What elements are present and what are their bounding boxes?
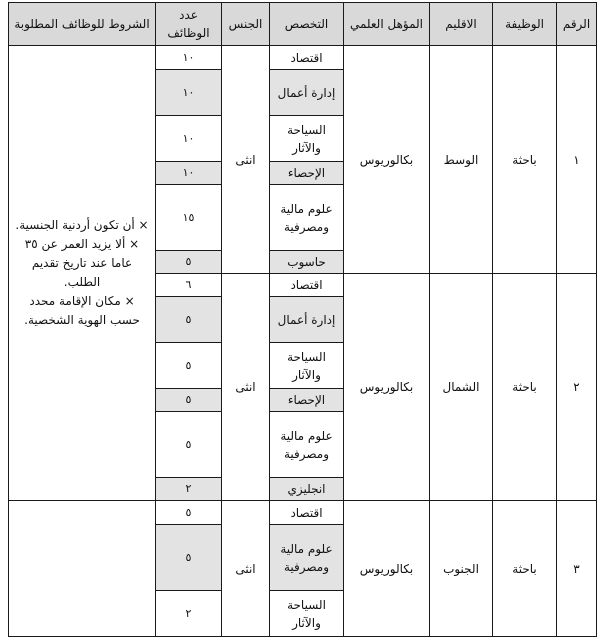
group-region: الجنوب — [430, 501, 493, 637]
count-cell: ١٠ — [156, 46, 222, 70]
count-cell: ٥ — [156, 343, 222, 389]
count-cell: ١٠ — [156, 116, 222, 162]
group-qualification: بكالوريوس — [344, 46, 430, 274]
count-cell: ١٠ — [156, 70, 222, 116]
group-num: ٣ — [557, 501, 597, 637]
count-cell: ٥ — [156, 501, 222, 525]
specialization-cell: الإحصاء — [270, 162, 344, 185]
condition-nationality: × أن تكون أردنية الجنسية. — [15, 218, 149, 232]
group-job: باحثة — [493, 501, 557, 637]
group-qualification: بكالوريوس — [344, 501, 430, 637]
count-cell: ٥ — [156, 251, 222, 274]
jobs-table — [8, 2, 597, 637]
conditions-cell-empty — [9, 501, 156, 637]
specialization-cell: السياحة والآثار — [270, 116, 344, 162]
specialization-cell: علوم مالية ومصرفية — [270, 525, 344, 591]
specialization-cell: علوم مالية ومصرفية — [270, 412, 344, 478]
group-job: باحثة — [493, 274, 557, 501]
header-count: عدد الوظائف — [156, 3, 222, 46]
count-cell: ٥ — [156, 412, 222, 478]
table-row — [9, 501, 597, 525]
group-num: ٢ — [557, 274, 597, 501]
group-region: الوسط — [430, 46, 493, 274]
group-region: الشمال — [430, 274, 493, 501]
count-cell: ٢ — [156, 478, 222, 501]
group-gender: انثى — [222, 46, 270, 274]
group-job: باحثة — [493, 46, 557, 274]
condition-residence: × مكان الإقامة محدد حسب الهوية الشخصية. — [24, 294, 140, 327]
specialization-cell: اقتصاد — [270, 501, 344, 525]
count-cell: ١٥ — [156, 185, 222, 251]
table-row — [9, 46, 597, 70]
specialization-cell: الإحصاء — [270, 389, 344, 412]
count-cell: ٥ — [156, 389, 222, 412]
specialization-cell: السياحة والآثار — [270, 591, 344, 637]
specialization-cell: حاسوب — [270, 251, 344, 274]
specialization-cell: إدارة أعمال — [270, 70, 344, 116]
group-qualification: بكالوريوس — [344, 274, 430, 501]
count-cell: ٢ — [156, 591, 222, 637]
header-qualification: المؤهل العلمي — [344, 3, 430, 46]
count-cell: ٥ — [156, 297, 222, 343]
header-conditions: الشروط للوظائف المطلوبة — [9, 3, 156, 46]
count-cell: ٦ — [156, 274, 222, 297]
header-job: الوظيفة — [493, 3, 557, 46]
header-specialization: التخصص — [270, 3, 344, 46]
conditions-cell — [9, 46, 156, 501]
count-cell: ١٠ — [156, 162, 222, 185]
specialization-cell: إدارة أعمال — [270, 297, 344, 343]
group-gender: انثى — [222, 274, 270, 501]
specialization-cell: اقتصاد — [270, 274, 344, 297]
count-cell: ٥ — [156, 525, 222, 591]
condition-age: × ألا يزيد العمر عن ٣٥ عاما عند تاريخ تقديم الطلب. — [24, 237, 140, 289]
specialization-cell: انجليزي — [270, 478, 344, 501]
group-gender: انثى — [222, 501, 270, 637]
specialization-cell: علوم مالية ومصرفية — [270, 185, 344, 251]
specialization-cell: السياحة والآثار — [270, 343, 344, 389]
header-row — [9, 3, 597, 46]
header-region: الاقليم — [430, 3, 493, 46]
header-gender: الجنس — [222, 3, 270, 46]
header-num: الرقم — [557, 3, 597, 46]
specialization-cell: اقتصاد — [270, 46, 344, 70]
group-num: ١ — [557, 46, 597, 274]
